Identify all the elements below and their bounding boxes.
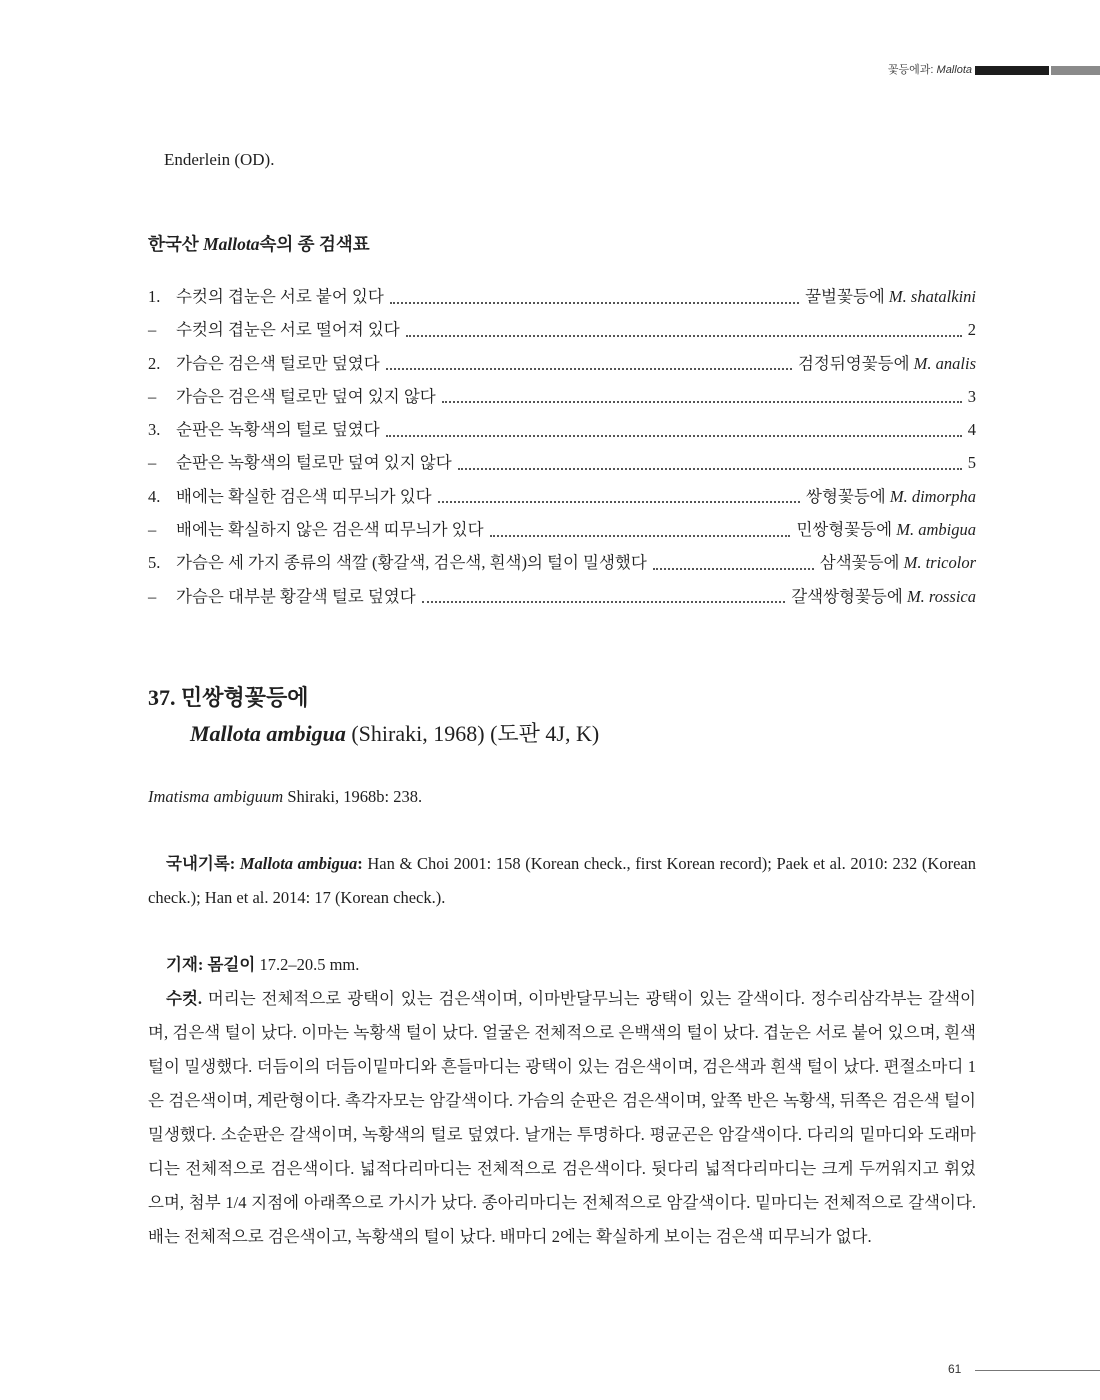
key-couplet-number: –	[148, 386, 157, 406]
running-head-text: 꽃등에과: Mallota	[887, 64, 972, 76]
key-result	[798, 350, 976, 374]
key-leader-dots	[442, 392, 962, 404]
key-leader-dots	[406, 325, 962, 337]
key-result	[806, 483, 976, 507]
key-result-korean: 2	[967, 320, 976, 340]
key-couplet-text: 가슴은 세 가지 종류의 색깔 (황갈색, 검은색, 흰색)의 털이 밀생했다	[176, 553, 647, 573]
key-couplet-number: 4.	[148, 486, 161, 506]
key-row	[148, 516, 976, 549]
key-result	[820, 549, 976, 573]
key-result	[796, 516, 976, 540]
key-row	[148, 483, 976, 516]
key-couplet-text: 순판은 녹황색의 털로만 덮여 있지 않다	[176, 453, 452, 473]
page-number-rule	[975, 1370, 1100, 1371]
key-result-scientific: M. ambigua	[896, 520, 976, 540]
species-scientific-line	[190, 719, 599, 749]
key-leader-dots	[438, 491, 800, 503]
key-couplet-text: 수컷의 겹눈은 서로 떨어져 있다	[176, 320, 400, 340]
key-row	[148, 449, 976, 482]
key-row	[148, 316, 976, 349]
species-authority: (Shiraki, 1968) (도판 4J, K)	[345, 721, 600, 746]
key-leader-dots	[653, 558, 814, 570]
key-leader-dots	[490, 525, 791, 537]
key-row	[148, 549, 976, 582]
key-couplet-number: 1.	[148, 287, 161, 306]
key-result-scientific: M. dimorpha	[889, 486, 976, 506]
korean-records-paragraph: 국내기록: Mallota ambigua: Han & Choi 2001: 158 (Korean check., first Korean record); Paek et al. 2010: 232 (Korean check.); Han et al. 2014: 17 (Korean check.).	[148, 854, 976, 907]
key-row	[148, 416, 976, 449]
key-couplet-text: 수컷의 겹눈은 서로 붙어 있다	[176, 287, 384, 306]
key-result-korean: 갈색쌍형꽃등에	[791, 586, 907, 606]
key-result-korean: 3	[967, 386, 976, 406]
species-number-name: 37. 민쌍형꽃등에	[148, 685, 309, 710]
key-result-scientific: M. analis	[913, 353, 976, 373]
key-couplet-text: 배에는 확실한 검은색 띠무늬가 있다	[176, 486, 432, 506]
synonym-citation: Imatisma ambiguum Shiraki, 1968b: 238.	[148, 787, 423, 806]
running-head-bar-grey	[1051, 66, 1100, 75]
key-couplet-text: 순판은 녹황색의 털로 덮였다	[176, 420, 380, 440]
key-result-scientific: M. tricolor	[903, 553, 976, 573]
key-couplet-number: –	[148, 586, 157, 606]
key-row	[148, 350, 976, 383]
key-result-korean: 민쌍형꽃등에	[796, 520, 897, 540]
key-result	[968, 453, 976, 473]
running-head-bar-dark	[975, 66, 1049, 75]
key-couplet-number: 5.	[148, 553, 161, 573]
key-leader-dots	[458, 458, 962, 470]
key-leader-dots	[386, 425, 962, 437]
key-result-korean: 5	[967, 453, 976, 473]
key-couplet-text: 가슴은 검은색 털로만 덮였다	[176, 353, 380, 373]
key-result	[968, 387, 976, 407]
species-sci-name: Mallota ambigua	[190, 721, 346, 746]
key-couplet-number: –	[148, 520, 157, 540]
continued-citation: Enderlein (OD).	[164, 150, 275, 169]
key-result	[968, 320, 976, 340]
male-description: 수컷. 머리는 전체적으로 광택이 있는 검은색이며, 이마반달무늬는 광택이 있는 갈색이다. 정수리삼각부는 갈색이며, 검은색 털이 났다. 이마는 녹황색 털이 났다. 얼굴은 전체적으로 은백색의 털이 났다. 겹눈은 서로 붙어 있으며, 흰색 털이 밀생했다. 더듬이의 더듬이밑마디와 흔들마디는 광택이 있는 검은색이며, 검은색과 흰색 털이 났다. 편절소마디 1은 검은색이며, 계란형이다. 촉각자모는 암갈색이다. 가슴의 순판은 검은색이며, 앞쪽 반은 녹황색, 뒤쪽은 검은색 털이 밀생했다. 소순판은 갈색이며, 녹황색의 털로 덮였다. 날개는 투명하다. 평균곤은 암갈색이다. 다리의 밑마디와 도래마디는 전체적으로 검은색이다. 넓적다리마디는 전체적으로 검은색이다. 뒷다리 넓적다리마디는 크게 두꺼워지고 휘었으며, 첨부 1/4 지점에 아래쪽으로 가시가 났다. 종아리마디는 전체적으로 암갈색이다. 밑마디는 전체적으로 갈색이다. 배는 전체적으로 검은색이고, 녹황색의 털이 났다. 배마디 2에는 확실하게 보이는 검은색 띠무늬가 없다.	[148, 989, 976, 1246]
key-row	[148, 283, 976, 316]
key-row	[148, 583, 976, 616]
key-couplet-number: 2.	[148, 353, 161, 373]
key-result-scientific: M. shatalkini	[888, 287, 976, 306]
key-result-scientific: M. rossica	[906, 586, 976, 606]
key-result-korean: 꿀벌꽃등에	[805, 287, 889, 306]
page-number: 61	[948, 1362, 962, 1376]
key-couplet-text: 가슴은 검은색 털로만 덮여 있지 않다	[176, 386, 436, 406]
key-result	[968, 420, 976, 440]
key-result-korean: 4	[967, 420, 976, 440]
key-couplet-number: –	[148, 320, 157, 340]
key-leader-dots	[422, 591, 786, 603]
key-leader-dots	[386, 358, 792, 370]
key-result-korean: 쌍형꽃등에	[806, 486, 890, 506]
key-result	[791, 583, 976, 607]
species-heading	[148, 683, 599, 749]
key-couplet-text: 배에는 확실하지 않은 검은색 띠무늬가 있다	[176, 520, 484, 540]
key-result-korean: 삼색꽃등에	[819, 553, 904, 573]
key-couplet-number: 3.	[148, 420, 161, 440]
key-result	[805, 283, 976, 307]
key-leader-dots	[390, 292, 799, 304]
key-couplet-number: –	[148, 453, 157, 473]
key-couplet-text: 가슴은 대부분 황갈색 털로 덮였다	[176, 586, 416, 606]
identification-key	[148, 283, 976, 616]
key-row	[148, 383, 976, 416]
key-title: 한국산 Mallota속의 종 검색표	[148, 234, 370, 254]
key-result-korean: 검정뒤영꽃등에	[797, 353, 914, 373]
description-length: 기재: 몸길이 17.2–20.5 mm.	[166, 955, 360, 974]
running-head	[0, 62, 1100, 78]
